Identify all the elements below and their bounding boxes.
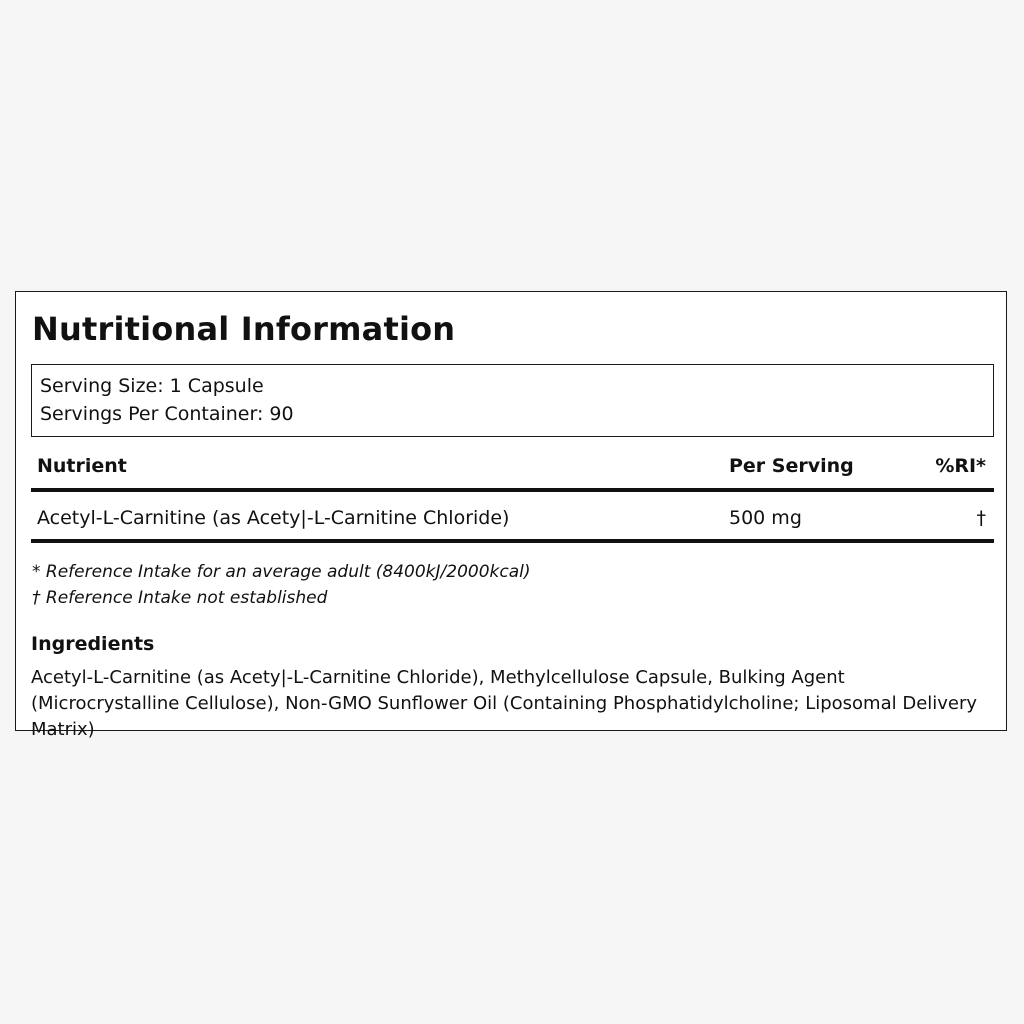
ingredients-text: Acetyl-L-Carnitine (as Acety|-L-Carnitine Chloride), Methylcellulose Capsule, Bulking Agent (Microcrystalline Cellulose), Non-GMO Sunflower Oil (Containing Phosphatidylcholine; Liposomal Delivery Matrix): [31, 667, 978, 740]
column-header-ri: %RI*: [935, 455, 986, 477]
row-nutrient-name: Acetyl-L-Carnitine (as Acety|-L-Carnitine Chloride): [37, 507, 510, 529]
table-bottom-divider: [31, 539, 994, 543]
column-header-nutrient: Nutrient: [37, 455, 127, 477]
servings-per-container: Servings Per Container: 90: [40, 403, 294, 425]
footnote-not-established: † Reference Intake not established: [32, 588, 328, 608]
panel-title: Nutritional Information: [32, 310, 456, 348]
row-ri: †: [976, 507, 986, 529]
table-header-divider: [31, 488, 994, 492]
footnote-reference-intake: * Reference Intake for an average adult (8400kJ/2000kcal): [32, 562, 531, 582]
serving-size: Serving Size: 1 Capsule: [40, 375, 264, 397]
nutrition-panel: [15, 291, 1007, 740]
row-amount: 500 mg: [729, 507, 802, 529]
column-header-per-serving: Per Serving: [729, 455, 854, 477]
serving-info-box: [31, 364, 994, 437]
ingredients-heading: Ingredients: [31, 633, 155, 655]
